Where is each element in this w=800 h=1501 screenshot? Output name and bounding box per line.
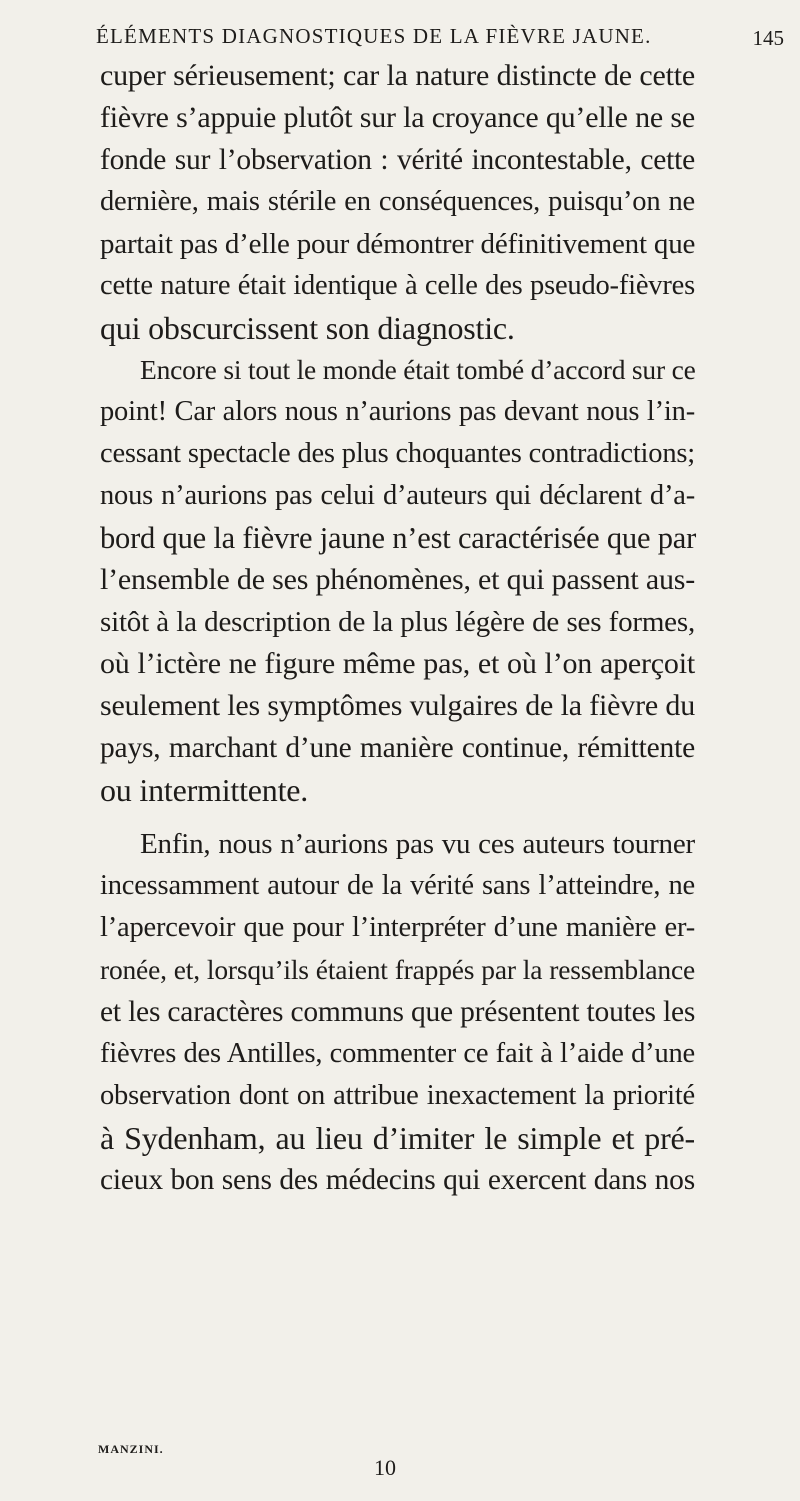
body-text bbox=[100, 55, 695, 1201]
text-line: partait pas d’elle pour démontrer définitivement que bbox=[100, 228, 696, 260]
text-line: où l’ictère ne figure même pas, et où l’on aperçoit bbox=[100, 647, 695, 680]
text-line: point! Car alors nous n’aurions pas devant nous l’in- bbox=[100, 396, 695, 427]
text-line: seulement les symptômes vulgaires de la fièvre du bbox=[100, 689, 695, 722]
text-line: ronée, et, lorsqu’ils étaient frappés par la ressemblance bbox=[100, 954, 695, 985]
text-line: cieux bon sens des médecins qui exercent dans nos bbox=[100, 1164, 695, 1196]
text-line: bord que la fièvre jaune n’est caractérisée que par bbox=[100, 521, 697, 555]
text-line: fonde sur l’observation : vérité incontestable, cette bbox=[100, 144, 695, 176]
text-line: incessamment autour de la vérité sans l’atteindre, ne bbox=[100, 870, 695, 901]
text-line: ou intermittente. bbox=[100, 772, 309, 808]
paragraph-3 bbox=[100, 823, 695, 1201]
text-line: Enfin, nous n’aurions pas vu ces auteurs tourner bbox=[140, 828, 695, 860]
text-line: observation dont on attribue inexactement la priorité bbox=[100, 1080, 695, 1111]
text-line: cessant spectacle des plus choquantes contradictions; bbox=[100, 438, 695, 469]
text-line: sitôt à la description de la plus légère de ses formes, bbox=[100, 606, 695, 638]
running-header bbox=[96, 16, 790, 56]
text-line: dernière, mais stérile en conséquences, puisqu’on ne bbox=[100, 186, 695, 217]
text-line: cuper sérieusement; car la nature distincte de cette bbox=[100, 59, 695, 92]
printer-signature-mark: MANZINI. bbox=[98, 1442, 164, 1456]
page-number: 145 bbox=[752, 26, 784, 50]
text-line: fièvres des Antilles, commenter ce fait à l’aide d’une bbox=[100, 1038, 695, 1069]
paragraph-gap bbox=[100, 811, 695, 823]
text-line: qui obscurcissent son diagnostic. bbox=[100, 310, 515, 346]
text-line: à Sydenham, au lieu d’imiter le simple et pré- bbox=[100, 1120, 695, 1156]
text-line: fièvre s’appuie plutôt sur la croyance qu’elle ne se bbox=[100, 101, 695, 134]
text-line: nous n’aurions pas celui d’auteurs qui déclarent d’a- bbox=[100, 480, 695, 511]
text-line: pays, marchant d’une manière continue, rémittente bbox=[100, 732, 695, 764]
text-line: Encore si tout le monde était tombé d’accord sur ce bbox=[140, 354, 696, 385]
text-line: cette nature était identique à celle des pseudo-fièvres bbox=[100, 270, 695, 301]
paragraph-1 bbox=[100, 55, 695, 349]
sheet-number: 10 bbox=[374, 1455, 396, 1480]
paragraph-2 bbox=[100, 349, 695, 811]
text-line: l’apercevoir que pour l’interpréter d’une manière er- bbox=[100, 912, 695, 943]
text-line: et les caractères communs que présentent toutes les bbox=[100, 996, 696, 1028]
text-line: l’ensemble de ses phénomènes, et qui passent aus- bbox=[100, 563, 696, 596]
running-title: ÉLÉMENTS DIAGNOSTIQUES DE LA FIÈVRE JAUNE. bbox=[96, 24, 652, 48]
